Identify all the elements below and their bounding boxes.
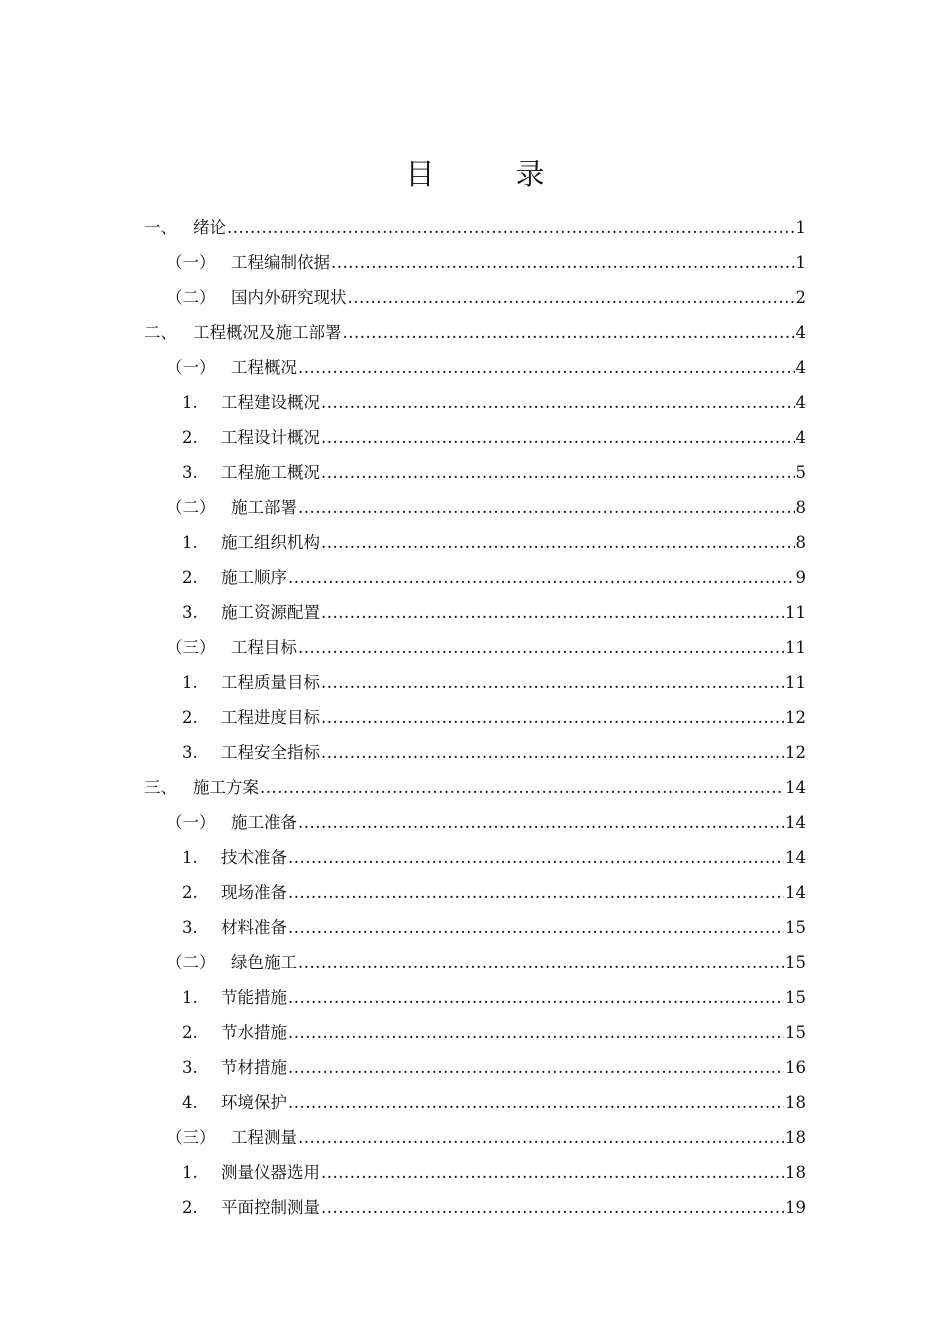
toc-entry[interactable] [0,560,950,595]
toc-entry-text: 国内外研究现状 [231,288,347,307]
toc-entry-text: 施工准备 [231,813,297,832]
toc-entry-line [221,840,806,875]
toc-entry-line [221,420,806,455]
toc-entry-page: 12 [785,743,806,762]
toc-entry-text: 工程目标 [231,638,297,657]
toc-entry-line [193,315,806,350]
toc-dot-leader [288,840,784,875]
toc-entry[interactable] [0,735,950,770]
toc-entry[interactable] [0,525,950,560]
toc-entry-number: （三） [166,638,216,657]
toc-entry[interactable] [0,595,950,630]
toc-dot-leader [227,210,795,245]
toc-entry-page: 8 [795,533,806,552]
toc-entry-number: 1. [182,1163,198,1182]
toc-entry-text: 现场准备 [221,883,287,902]
toc-entry[interactable] [0,1015,950,1050]
toc-entry-line [231,350,806,385]
toc-entry-page: 14 [785,778,806,797]
toc-entry-page: 14 [785,813,806,832]
toc-entry-number: （二） [166,498,216,517]
toc-entry-line [221,1085,806,1120]
toc-dot-leader [321,1155,784,1190]
toc-entry-page: 16 [785,1058,806,1077]
toc-entry-number: 1. [182,393,198,412]
toc-dot-leader [298,350,795,385]
toc-dot-leader [298,1120,784,1155]
toc-entry-text: 工程测量 [231,1128,297,1147]
toc-entry-page: 14 [785,848,806,867]
toc-entry-number: 二、 [144,323,177,342]
toc-dot-leader [298,490,795,525]
toc-entry-number: 3. [182,1058,198,1077]
toc-dot-leader [298,945,784,980]
toc-entry-text: 平面控制测量 [221,1198,320,1217]
toc-entry-line [221,980,806,1015]
toc-entry-page: 5 [795,463,806,482]
toc-entry-text: 工程编制依据 [231,253,330,272]
toc-entry-text: 绿色施工 [231,953,297,972]
toc-title: 目 录 [405,157,571,191]
toc-entry-page: 11 [785,638,806,657]
toc-entry-text: 工程概况及施工部署 [193,323,342,342]
toc-dot-leader [343,315,795,350]
toc-dot-leader [321,385,795,420]
toc-entry-line [231,490,806,525]
toc-entry-line [221,735,806,770]
toc-entry-line [221,385,806,420]
toc-entry-page: 11 [785,603,806,622]
toc-entry[interactable] [0,385,950,420]
toc-entry[interactable] [0,980,950,1015]
toc-entry-page: 9 [795,568,806,587]
toc-entry-page: 1 [795,218,806,237]
toc-entry-line [221,910,806,945]
toc-entry-text: 技术准备 [221,848,287,867]
toc-entry-page: 18 [785,1163,806,1182]
toc-entry-page: 4 [795,393,806,412]
toc-entry-page: 12 [785,708,806,727]
toc-entry-page: 2 [795,288,806,307]
toc-entry[interactable] [0,280,950,315]
toc-entry-text: 节能措施 [221,988,287,1007]
toc-entry-line [193,770,806,805]
toc-entry-number: （一） [166,253,216,272]
toc-entry[interactable] [0,875,950,910]
toc-entry-number: 3. [182,743,198,762]
toc-entry[interactable] [0,665,950,700]
toc-entry-line [231,280,806,315]
toc-dot-leader [321,595,784,630]
toc-dot-leader [288,1050,784,1085]
toc-entry[interactable] [0,315,950,350]
toc-entry-page: 15 [785,953,806,972]
toc-dot-leader [288,980,784,1015]
toc-entry-number: （二） [166,953,216,972]
toc-entry-line [221,595,806,630]
toc-entry-text: 材料准备 [221,918,287,937]
toc-entry-page: 18 [785,1093,806,1112]
toc-entry-number: 3. [182,918,198,937]
toc-dot-leader [321,420,795,455]
toc-entry-text: 施工部署 [231,498,297,517]
toc-entry-line [231,245,806,280]
toc-entry-line [231,1120,806,1155]
toc-entry-number: （三） [166,1128,216,1147]
toc-entry-line [221,1015,806,1050]
toc-entry-number: （二） [166,288,216,307]
toc-dot-leader [321,455,795,490]
toc-entry[interactable] [0,805,950,840]
toc-entry-text: 施工方案 [193,778,259,797]
toc-entry-page: 4 [795,428,806,447]
toc-entry-page: 1 [795,253,806,272]
toc-entry-page: 15 [785,1023,806,1042]
toc-entry-line [193,210,806,245]
toc-dot-leader [348,280,795,315]
toc-entry-page: 15 [785,988,806,1007]
toc-entry-number: 2. [182,1198,198,1217]
toc-entry-text: 施工资源配置 [221,603,320,622]
toc-entry-text: 工程进度目标 [221,708,320,727]
toc-dot-leader [321,1190,784,1225]
toc-entry-line [221,665,806,700]
toc-dot-leader [321,700,784,735]
toc-entry[interactable] [0,1085,950,1120]
toc-entry[interactable] [0,1155,950,1190]
toc-entry-number: （一） [166,813,216,832]
toc-entry[interactable] [0,350,950,385]
toc-dot-leader [288,875,784,910]
toc-dot-leader [260,770,784,805]
toc-entry[interactable] [0,910,950,945]
toc-dot-leader [288,1015,784,1050]
toc-entry[interactable] [0,630,950,665]
toc-dot-leader [288,560,795,595]
toc-entry-text: 工程概况 [231,358,297,377]
toc-entry-number: 1. [182,988,198,1007]
toc-entry-number: 3. [182,603,198,622]
toc-entry-line [221,700,806,735]
toc-entry[interactable] [0,1190,950,1225]
toc-entry-number: 一、 [144,218,177,237]
toc-entry-text: 测量仪器选用 [221,1163,320,1182]
toc-entry-number: （一） [166,358,216,377]
toc-entry-text: 节材措施 [221,1058,287,1077]
toc-entry-text: 工程安全指标 [221,743,320,762]
toc-entry-text: 工程施工概况 [221,463,320,482]
toc-entry-page: 11 [785,673,806,692]
toc-entry-text: 工程设计概况 [221,428,320,447]
toc-entry-line [231,945,806,980]
toc-dot-leader [321,525,795,560]
toc-entry-number: 4. [182,1093,198,1112]
toc-entry-line [221,875,806,910]
toc-entry[interactable] [0,245,950,280]
toc-entry-line [221,1155,806,1190]
toc-entry-text: 节水措施 [221,1023,287,1042]
toc-entry[interactable] [0,840,950,875]
toc-entry-page: 18 [785,1128,806,1147]
toc-entry-page: 14 [785,883,806,902]
toc-entry-number: 2. [182,568,198,587]
toc-entry-page: 15 [785,918,806,937]
toc-entry-line [221,1050,806,1085]
toc-dot-leader [288,910,784,945]
toc-dot-leader [298,805,784,840]
toc-entry[interactable] [0,1050,950,1085]
toc-entry-number: 三、 [144,778,177,797]
toc-entry-text: 环境保护 [221,1093,287,1112]
toc-entry-page: 4 [795,323,806,342]
toc-entry-page: 19 [785,1198,806,1217]
toc-entry-text: 工程建设概况 [221,393,320,412]
toc-entry-number: 1. [182,533,198,552]
toc-dot-leader [321,665,784,700]
toc-entry-number: 3. [182,463,198,482]
toc-entry-line [221,455,806,490]
toc-entry[interactable] [0,700,950,735]
toc-entry-text: 施工组织机构 [221,533,320,552]
toc-entry[interactable] [0,945,950,980]
toc-dot-leader [288,1085,784,1120]
toc-entry-number: 2. [182,1023,198,1042]
toc-entry[interactable] [0,420,950,455]
toc-list [0,210,950,1225]
toc-entry-text: 工程质量目标 [221,673,320,692]
toc-entry-number: 2. [182,428,198,447]
toc-entry-text: 绪论 [193,218,226,237]
toc-entry[interactable] [0,770,950,805]
toc-entry-line [231,630,806,665]
toc-entry-line [221,1190,806,1225]
toc-entry-line [221,560,806,595]
toc-entry-number: 1. [182,848,198,867]
toc-dot-leader [321,735,784,770]
toc-entry-line [221,525,806,560]
toc-entry-text: 施工顺序 [221,568,287,587]
toc-entry-number: 2. [182,883,198,902]
toc-entry-number: 1. [182,673,198,692]
toc-entry[interactable] [0,1120,950,1155]
toc-entry-page: 8 [795,498,806,517]
toc-entry[interactable] [0,490,950,525]
toc-dot-leader [298,630,784,665]
toc-entry[interactable] [0,210,950,245]
toc-entry-line [231,805,806,840]
toc-entry[interactable] [0,455,950,490]
toc-entry-number: 2. [182,708,198,727]
toc-dot-leader [331,245,795,280]
toc-entry-page: 4 [795,358,806,377]
